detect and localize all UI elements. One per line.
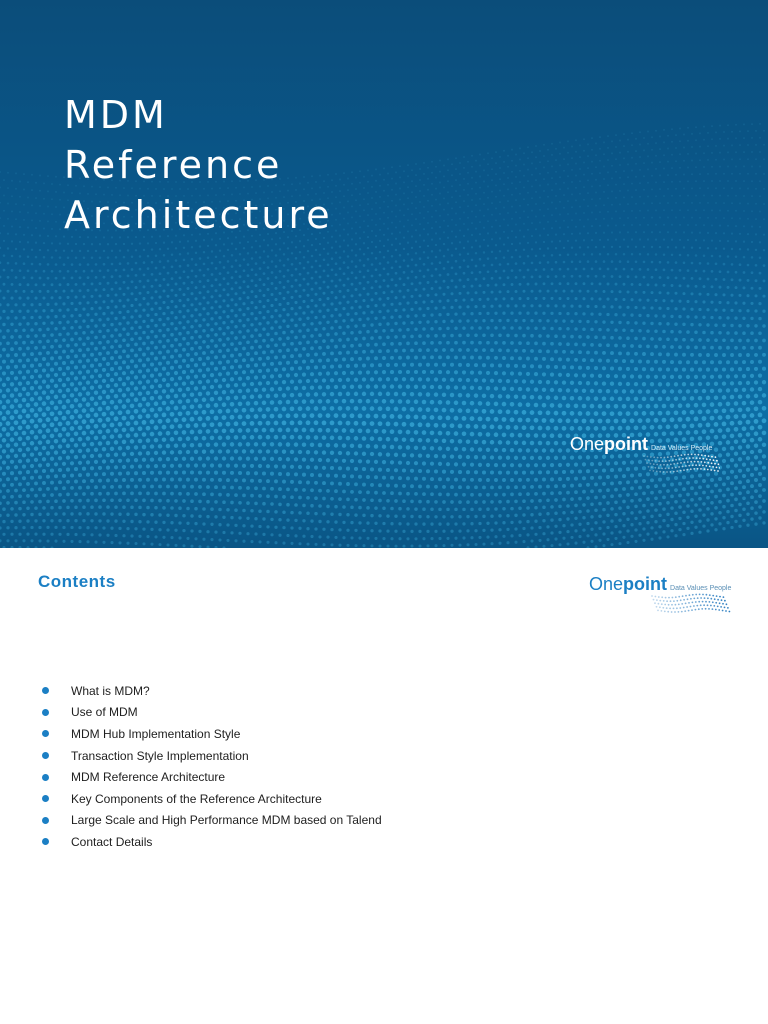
toc-item-label: What is MDM? (71, 683, 150, 698)
table-of-contents (42, 680, 382, 853)
cover-title-line: Architecture (64, 193, 333, 237)
toc-item-label: Key Components of the Reference Architecture (71, 791, 322, 806)
toc-item[interactable] (42, 723, 382, 745)
toc-item-label: MDM Hub Implementation Style (71, 726, 241, 741)
cover-title-line: Reference (64, 143, 283, 187)
bullet-icon (42, 709, 49, 716)
bullet-icon (42, 817, 49, 824)
cover-title-line: MDM (64, 93, 168, 137)
toc-item[interactable] (42, 745, 382, 767)
toc-item[interactable] (42, 702, 382, 724)
toc-item[interactable] (42, 831, 382, 853)
bullet-icon (42, 838, 49, 845)
bullet-icon (42, 774, 49, 781)
logo-tagline: Data Values People (670, 585, 732, 592)
logo-word-one: One (570, 434, 605, 454)
bullet-icon (42, 795, 49, 802)
bullet-icon (42, 752, 49, 759)
logo-word-point: point (623, 574, 668, 594)
toc-item-label: MDM Reference Architecture (71, 770, 226, 785)
logo-word-point: point (604, 434, 649, 454)
toc-item[interactable] (42, 788, 382, 810)
toc-item[interactable] (42, 810, 382, 832)
toc-item-label: Large Scale and High Performance MDM based on Talend (71, 813, 382, 828)
logo-tagline: Data Values People (651, 445, 713, 452)
toc-item-label: Contact Details (71, 834, 153, 849)
toc-item[interactable] (42, 680, 382, 702)
bullet-icon (42, 687, 49, 694)
cover-title (64, 90, 333, 240)
toc-item[interactable] (42, 766, 382, 788)
toc-item-label: Transaction Style Implementation (71, 748, 249, 763)
bullet-icon (42, 730, 49, 737)
toc-item-label: Use of MDM (71, 705, 138, 720)
contents-heading: Contents (38, 572, 116, 591)
logo-dots-graphic (640, 452, 720, 476)
logo-dots-graphic (648, 592, 734, 616)
logo-word-one: One (589, 574, 624, 594)
